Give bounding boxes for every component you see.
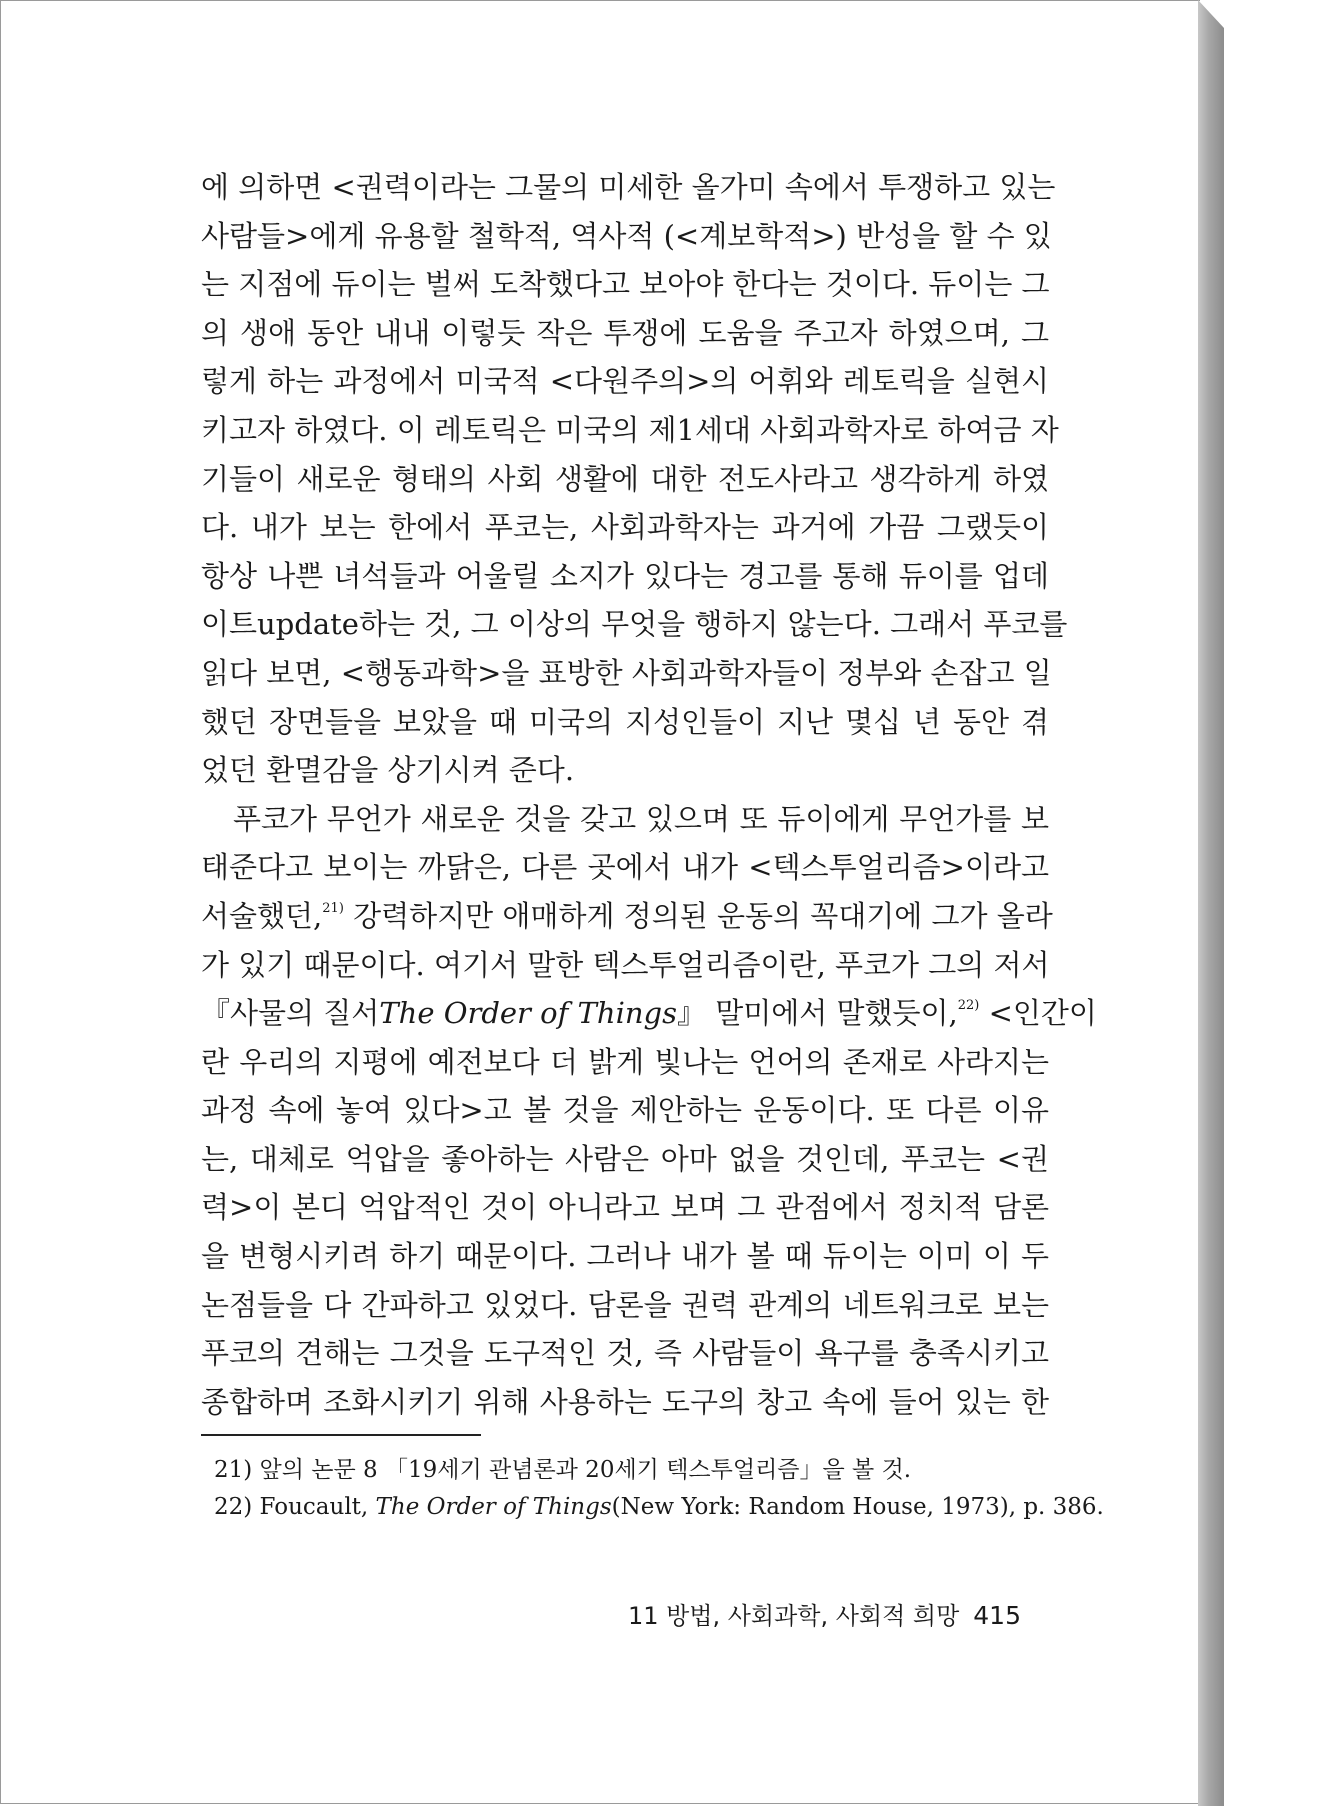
text-line: 을 변형시키려 하기 때문이다. 그러나 내가 볼 때 듀이는 이미 이 두 [201, 1239, 1049, 1274]
book-title: The Order of Things [379, 996, 677, 1031]
page-edge-shadow [1198, 0, 1224, 1806]
footnote-ref-22[interactable]: 22) [957, 998, 980, 1014]
footnote-divider [201, 1434, 481, 1436]
text-line: 는 지점에 듀이는 벌써 도착했다고 보아야 한다는 것이다. 듀이는 그 [201, 267, 1050, 302]
paragraph-start-line: 푸코가 무언가 새로운 것을 갖고 있으며 또 듀이에게 무언가를 보 [233, 801, 1049, 836]
text-line: 종합하며 조화시키기 위해 사용하는 도구의 창고 속에 들어 있는 한 [201, 1384, 1049, 1419]
text-line: 논점들을 다 간파하고 있었다. 담론을 권력 관계의 네트워크로 보는 [201, 1287, 1049, 1322]
text-line: 가 있기 때문이다. 여기서 말한 텍스투얼리즘이란, 푸코가 그의 저서 [201, 947, 1050, 982]
chapter-title: 11 방법, 사회과학, 사회적 희망 [627, 1602, 960, 1630]
text-line: 의 생애 동안 내내 이렇듯 작은 투쟁에 도움을 주고자 하였으며, 그 [201, 315, 1049, 350]
text-line: 이트update하는 것, 그 이상의 무엇을 행하지 않는다. 그래서 푸코를 [201, 607, 1068, 642]
text-line: 란 우리의 지평에 예전보다 더 밝게 빛나는 언어의 존재로 사라지는 [201, 1044, 1049, 1079]
footnote-text: (New York: Random House, 1973), p. 386. [611, 1494, 1104, 1520]
line-text: 』 말미에서 말했듯이, [676, 996, 958, 1031]
line-text: 서술했던, [201, 898, 323, 933]
text-line: 읽다 보면, <행동과학>을 표방한 사회과학자들이 정부와 손잡고 일 [201, 655, 1052, 690]
text-line: 태준다고 보이는 까닭은, 다른 곳에서 내가 <텍스투얼리즘>이라고 [201, 850, 1049, 885]
text-line-with-footnote-21 [201, 892, 1053, 941]
text-line: 에 의하면 <권력이라는 그물의 미세한 올가미 속에서 투쟁하고 있는 [201, 170, 1056, 204]
text-line: 는, 대체로 억압을 좋아하는 사람은 아마 없을 것인데, 푸코는 <권 [201, 1141, 1049, 1176]
text-line: 렇게 하는 과정에서 미국적 <다원주의>의 어휘와 레토릭을 실현시 [201, 364, 1049, 399]
text-line: 력>이 본디 억압적인 것이 아니라고 보며 그 관점에서 정치적 담론 [201, 1190, 1049, 1225]
paragraph-end-line: 었던 환멸감을 상기시켜 준다. [201, 753, 575, 788]
footnote-book-title: The Order of Things [375, 1494, 612, 1520]
body-text [201, 163, 1097, 1426]
text-line-with-footnote-22 [201, 989, 1097, 1038]
text-line: 푸코의 견해는 그것을 도구적인 것, 즉 사람들이 욕구를 충족시키고 [201, 1336, 1049, 1371]
footnotes [214, 1452, 1104, 1526]
footnote-ref-21[interactable]: 21) [322, 900, 344, 916]
line-text: <인간이 [979, 996, 1097, 1031]
page-number: 415 [973, 1601, 1021, 1630]
text-line: 했던 장면들을 보았을 때 미국의 지성인들이 지난 몇십 년 동안 겪 [201, 704, 1049, 739]
text-line: 과정 속에 놓여 있다>고 볼 것을 제안하는 운동이다. 또 다른 이유 [201, 1093, 1049, 1128]
running-footer [561, 1596, 1021, 1631]
footnote-22 [214, 1489, 1104, 1526]
line-text: 『사물의 질서 [201, 996, 380, 1031]
text-line: 기들이 새로운 형태의 사회 생활에 대한 전도사라고 생각하게 하였 [201, 461, 1049, 496]
text-line: 키고자 하였다. 이 레토릭은 미국의 제1세대 사회과학자로 하여금 자 [201, 412, 1059, 447]
text-line: 항상 나쁜 녀석들과 어울릴 소지가 있다는 경고를 통해 듀이를 업데 [201, 558, 1049, 593]
footnote-21: 21) 앞의 논문 8 「19세기 관념론과 20세기 텍스투얼리즘」을 볼 것. [214, 1457, 912, 1483]
text-line: 사람들>에게 유용할 철학적, 역사적 (<계보학적>) 반성을 할 수 있 [201, 218, 1052, 253]
footnote-text: 22) Foucault, [214, 1494, 376, 1520]
text-line: 다. 내가 보는 한에서 푸코는, 사회과학자는 과거에 가끔 그랬듯이 [201, 510, 1049, 545]
line-text: 강력하지만 애매하게 정의된 운동의 꼭대기에 그가 올라 [343, 898, 1053, 933]
